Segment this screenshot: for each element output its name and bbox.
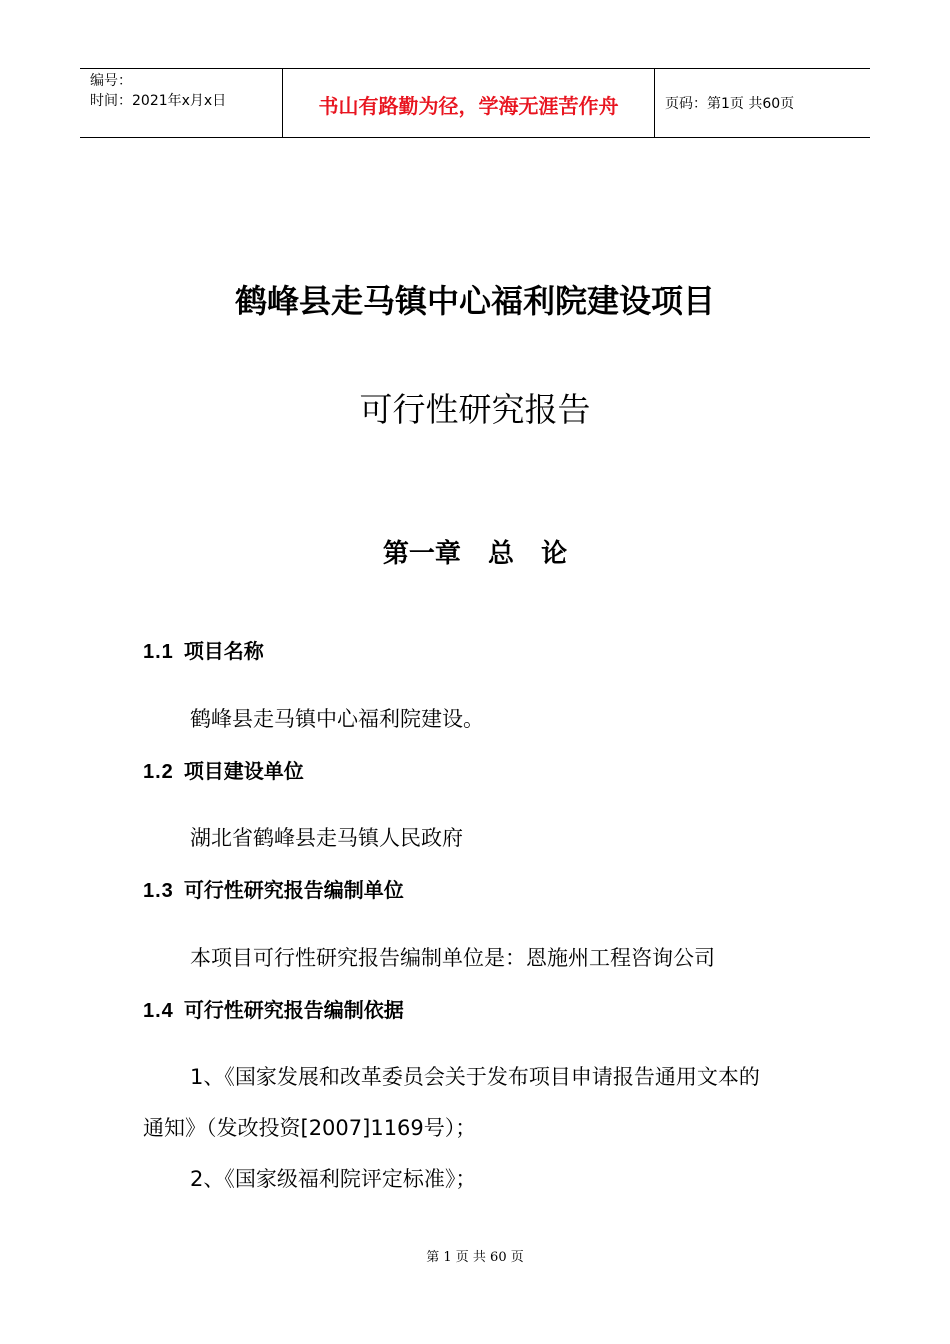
header-number-label: 编号：	[90, 73, 132, 89]
section-heading-1-2	[143, 755, 304, 784]
section-body-1-4-line-1: 1、《国家发展和改革委员会关于发布项目申请报告通用文本的	[190, 1065, 760, 1089]
section-body-1-3: 本项目可行性研究报告编制单位是：恩施州工程咨询公司	[190, 946, 715, 970]
section-body-1-2: 湖北省鹤峰县走马镇人民政府	[190, 826, 463, 850]
page-header	[80, 68, 870, 138]
section-title: 可行性研究报告编制依据	[183, 998, 404, 1022]
section-title: 项目建设单位	[183, 759, 304, 783]
section-body-1-4-line-3: 2、《国家级福利院评定标准》；	[190, 1167, 477, 1191]
section-number: 1.1	[143, 641, 174, 663]
page-footer: 第 1 页 共 60 页	[426, 1250, 524, 1265]
section-heading-1-1	[143, 635, 264, 664]
section-heading-1-4	[143, 994, 404, 1023]
section-title: 可行性研究报告编制单位	[183, 878, 404, 902]
section-number: 1.2	[143, 761, 174, 783]
section-title: 项目名称	[183, 639, 264, 663]
header-time-label: 时间：2021年x月x日	[90, 93, 227, 109]
section-heading-1-3	[143, 874, 404, 903]
section-number: 1.4	[143, 1000, 174, 1022]
header-motto: 书山有路勤为径，学海无涯苦作舟	[282, 69, 655, 137]
chapter-title: 第一章 总 论	[382, 539, 568, 569]
header-page-info: 页码：第1页 共60页	[665, 96, 795, 112]
section-body-1-4-line-2: 通知》（发改投资[2007]1169号）；	[143, 1116, 477, 1140]
document-subtitle: 可行性研究报告	[359, 390, 591, 429]
header-meta	[80, 69, 282, 137]
section-body-1-1: 鹤峰县走马镇中心福利院建设。	[190, 707, 484, 731]
document-title: 鹤峰县走马镇中心福利院建设项目	[234, 282, 715, 320]
section-number: 1.3	[143, 880, 174, 902]
